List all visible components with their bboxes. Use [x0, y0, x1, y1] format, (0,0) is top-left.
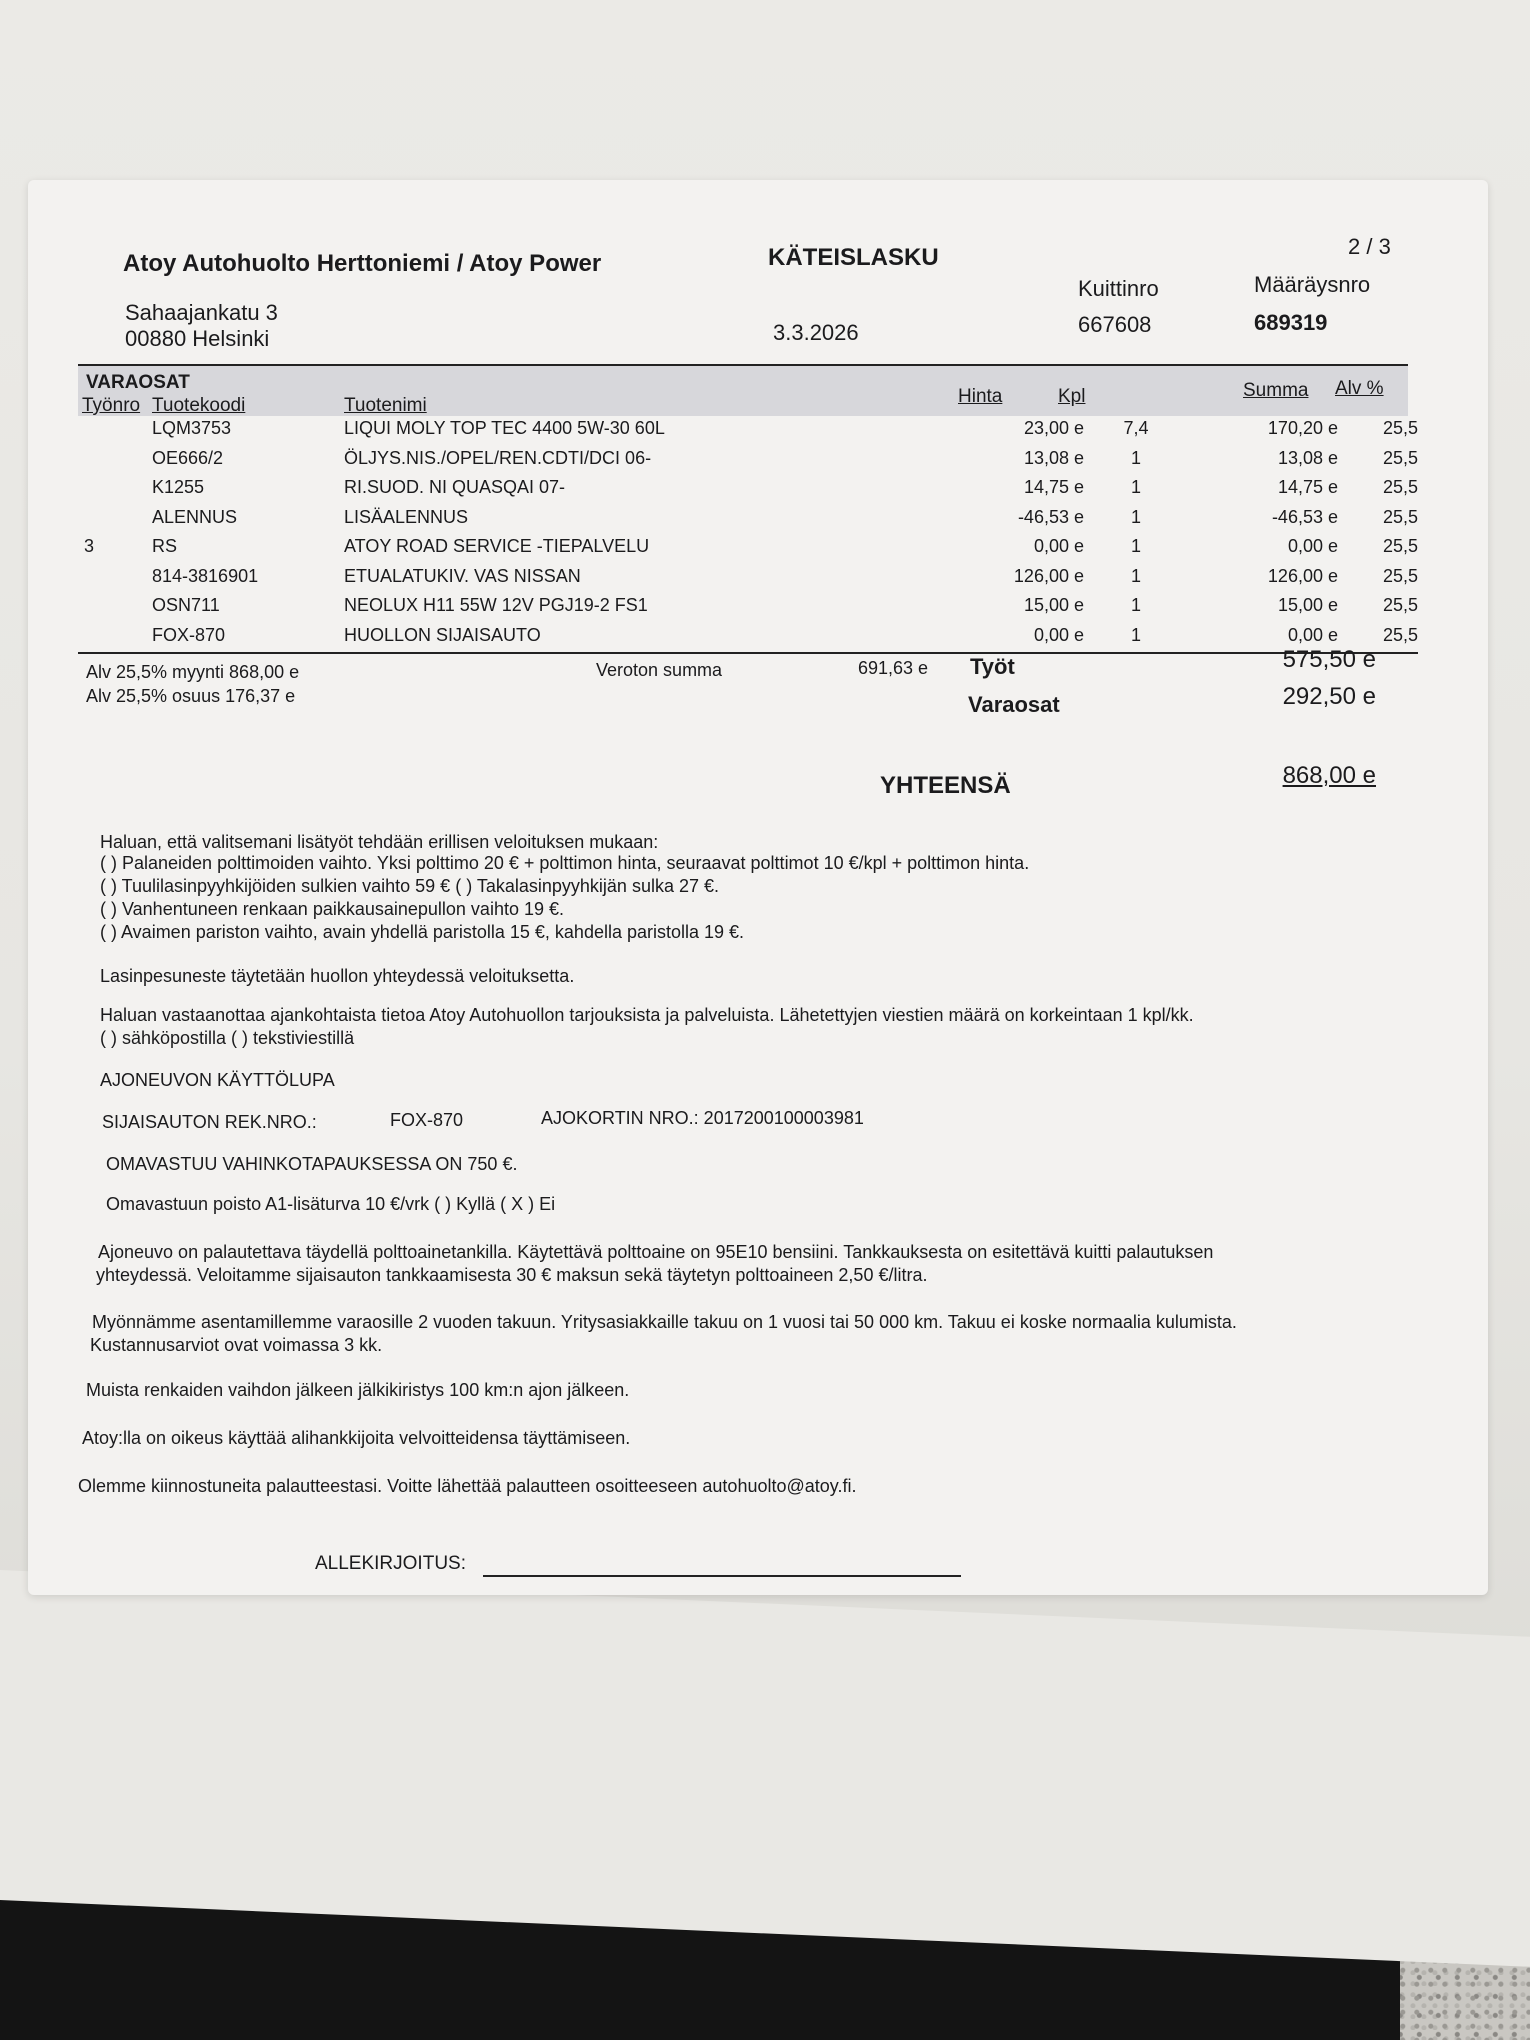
items-table: [78, 414, 1418, 650]
item-price: 0,00 e: [1033, 624, 1084, 645]
item-code: 814-3816901: [152, 565, 259, 586]
driving-license-number: AJOKORTIN NRO.: 2017200100003981: [541, 1108, 864, 1128]
col-job: Työnro: [82, 395, 141, 416]
item-code: FOX-870: [152, 624, 226, 645]
col-vat: Alv %: [1335, 378, 1384, 399]
fuel-policy-line2: yhteydessä. Veloitamme sijaisauton tankkaamisesta 30 € maksun sekä täytetyn polttoaineen 2,50 €/litra.: [96, 1265, 928, 1285]
section-title: VARAOSAT: [86, 372, 190, 393]
washer-fluid-note: Lasinpesuneste täytetään huollon yhteydessä veloituksetta.: [100, 966, 575, 986]
labor-label: Työt: [970, 654, 1015, 679]
item-name: LIQUI MOLY TOP TEC 4400 5W-30 60L: [344, 418, 665, 439]
table-row: [78, 414, 1418, 444]
page-number: 2 / 3: [1348, 234, 1391, 259]
item-qty: 1: [1130, 624, 1141, 645]
item-qty: 1: [1130, 536, 1141, 557]
item-vat: 25,5: [1382, 624, 1418, 645]
table-row: [78, 621, 1418, 651]
order-number: 689319: [1254, 310, 1328, 335]
signature-label: ALLEKIRJOITUS:: [315, 1553, 466, 1574]
parts-value: 292,50 e: [1282, 683, 1376, 710]
item-sum: 170,20 e: [1267, 418, 1338, 439]
net-value: 691,63 e: [858, 658, 929, 678]
item-price: 14,75 e: [1023, 477, 1084, 498]
warranty-line2: Kustannusarviot ovat voimassa 3 kk.: [90, 1335, 383, 1355]
company-postal: 00880 Helsinki: [125, 326, 270, 351]
item-job: 3: [84, 536, 95, 557]
signature-line: [483, 1575, 961, 1577]
tire-retorque-note: Muista renkaiden vaihdon jälkeen jälkikiristys 100 km:n ajon jälkeen.: [86, 1380, 630, 1400]
item-code: LQM3753: [152, 418, 232, 439]
item-job: [78, 414, 152, 444]
item-qty: 1: [1130, 477, 1141, 498]
item-code: OE666/2: [152, 447, 224, 468]
item-price: 0,00 e: [1033, 536, 1084, 557]
item-name: ÖLJYS.NIS./OPEL/REN.CDTI/DCI 06-: [344, 447, 652, 468]
item-code: OSN711: [152, 595, 220, 616]
vehicle-permit-title: AJONEUVON KÄYTTÖLUPA: [100, 1070, 335, 1090]
table-row: [78, 473, 1418, 503]
item-code: ALENNUS: [152, 506, 238, 527]
item-price: 126,00 e: [1013, 565, 1084, 586]
item-job: [78, 444, 152, 474]
net-label: Veroton summa: [596, 660, 723, 680]
col-price: Hinta: [958, 386, 1003, 407]
receipt-label: Kuittinro: [1078, 276, 1159, 301]
col-qty: Kpl: [1058, 386, 1086, 407]
item-sum: 0,00 e: [1287, 624, 1338, 645]
deductible-note: OMAVASTUU VAHINKOTAPAUKSESSA ON 750 €.: [106, 1154, 518, 1174]
col-sum: Summa: [1243, 380, 1309, 401]
table-row: [78, 591, 1418, 621]
item-price: 23,00 e: [1023, 418, 1084, 439]
item-vat: 25,5: [1382, 565, 1418, 586]
item-sum: 14,75 e: [1277, 477, 1338, 498]
paper-fold: [0, 1570, 1530, 1967]
table-row: [78, 444, 1418, 474]
table-row: [78, 503, 1418, 533]
company-name: Atoy Autohuolto Herttoniemi / Atoy Power: [123, 250, 602, 277]
item-vat: 25,5: [1382, 536, 1418, 557]
replacement-car-plate-label: SIJAISAUTON REK.NRO.:: [102, 1112, 317, 1132]
item-vat: 25,5: [1382, 595, 1418, 616]
item-code: K1255: [152, 477, 205, 498]
extra-work-option-bulbs: ( ) Palaneiden polttimoiden vaihto. Yksi polttimo 20 € + polttimon hinta, seuraavat polttimot 10 €/kpl + polttimon hinta.: [100, 853, 1030, 873]
item-code: RS: [152, 536, 178, 557]
item-name: RI.SUOD. NI QUASQAI 07-: [344, 477, 566, 498]
receipt-number: 667608: [1078, 312, 1152, 337]
subcontractor-note: Atoy:lla on oikeus käyttää alihankkijoita velvoitteidensa täyttämiseen.: [82, 1428, 631, 1448]
marketing-options: ( ) sähköpostilla ( ) tekstiviestillä: [100, 1028, 355, 1048]
total-label: YHTEENSÄ: [880, 772, 1011, 799]
invoice-date: 3.3.2026: [773, 320, 859, 345]
table-row: [78, 562, 1418, 592]
item-job: [78, 621, 152, 651]
item-name: NEOLUX H11 55W 12V PGJ19-2 FS1: [344, 595, 648, 616]
item-sum: 0,00 e: [1287, 536, 1338, 557]
extra-work-option-key-battery: ( ) Avaimen pariston vaihto, avain yhdellä paristolla 15 €, kahdella paristolla 19 €.: [100, 922, 745, 942]
item-vat: 25,5: [1382, 477, 1418, 498]
fuel-policy-line1: Ajoneuvo on palautettava täydellä polttoainetankilla. Käytettävä polttoaine on 95E10 bensiini. Tankkauksesta on esitettävä kuitti palautuksen: [98, 1242, 1214, 1262]
item-sum: 13,08 e: [1277, 447, 1338, 468]
item-name: HUOLLON SIJAISAUTO: [344, 624, 541, 645]
item-price: 15,00 e: [1023, 595, 1084, 616]
item-qty: 7,4: [1123, 418, 1149, 439]
warranty-line1: Myönnämme asentamillemme varaosille 2 vuoden takuun. Yritysasiakkaille takuu on 1 vuosi tai 50 000 km. Takuu ei koske normaalia kulumista.: [92, 1312, 1237, 1332]
items-bottom-rule: [78, 652, 1418, 654]
item-job: [78, 591, 152, 621]
item-sum: 15,00 e: [1277, 595, 1338, 616]
document-title: KÄTEISLASKU: [768, 244, 939, 271]
item-qty: 1: [1130, 447, 1141, 468]
item-price: -46,53 e: [1017, 506, 1084, 527]
vat-sales: Alv 25,5% myynti 868,00 e: [86, 662, 300, 682]
company-street: Sahaajankatu 3: [125, 300, 278, 325]
deductible-waiver: Omavastuun poisto A1-lisäturva 10 €/vrk ( ) Kyllä ( X ) Ei: [106, 1194, 556, 1214]
vat-share: Alv 25,5% osuus 176,37 e: [86, 686, 296, 706]
item-job: [78, 473, 152, 503]
item-sum: 126,00 e: [1267, 565, 1338, 586]
col-code: Tuotekoodi: [152, 395, 246, 416]
extra-work-option-sealant: ( ) Vanhentuneen renkaan paikkausainepullon vaihto 19 €.: [100, 899, 565, 919]
total-value: 868,00 e: [1282, 762, 1376, 789]
item-qty: 1: [1130, 595, 1141, 616]
invoice-paper: [28, 180, 1488, 1595]
parts-label: Varaosat: [968, 692, 1060, 717]
item-qty: 1: [1130, 506, 1141, 527]
item-vat: 25,5: [1382, 447, 1418, 468]
labor-value: 575,50 e: [1282, 646, 1376, 673]
order-label: Määräysnro: [1254, 272, 1371, 297]
item-price: 13,08 e: [1023, 447, 1084, 468]
item-job: [78, 562, 152, 592]
marketing-consent: Haluan vastaanottaa ajankohtaista tietoa Atoy Autohuollon tarjouksista ja palveluista. Lähetettyjen viestien määrä on korkeintaan 1 kpl/kk.: [100, 1005, 1194, 1025]
item-vat: 25,5: [1382, 506, 1418, 527]
item-name: ATOY ROAD SERVICE -TIEPALVELU: [344, 536, 650, 557]
col-name: Tuotenimi: [344, 395, 427, 416]
item-qty: 1: [1130, 565, 1141, 586]
feedback-note: Olemme kiinnostuneita palautteestasi. Voitte lähettää palautteen osoitteeseen autohuolto@atoy.fi.: [78, 1476, 857, 1496]
item-vat: 25,5: [1382, 418, 1418, 439]
item-name: ETUALATUKIV. VAS NISSAN: [344, 565, 581, 586]
item-name: LISÄALENNUS: [344, 506, 469, 527]
table-row: [78, 532, 1418, 562]
extra-work-intro: Haluan, että valitsemani lisätyöt tehdään erillisen veloituksen mukaan:: [100, 832, 659, 852]
item-job: [78, 503, 152, 533]
extra-work-option-wipers: ( ) Tuulilasinpyyhkijöiden sulkien vaihto 59 € ( ) Takalasinpyyhkijän sulka 27 €.: [100, 876, 719, 896]
column-header-band: [78, 366, 1408, 416]
replacement-car-plate: FOX-870: [390, 1110, 464, 1130]
item-sum: -46,53 e: [1271, 506, 1338, 527]
